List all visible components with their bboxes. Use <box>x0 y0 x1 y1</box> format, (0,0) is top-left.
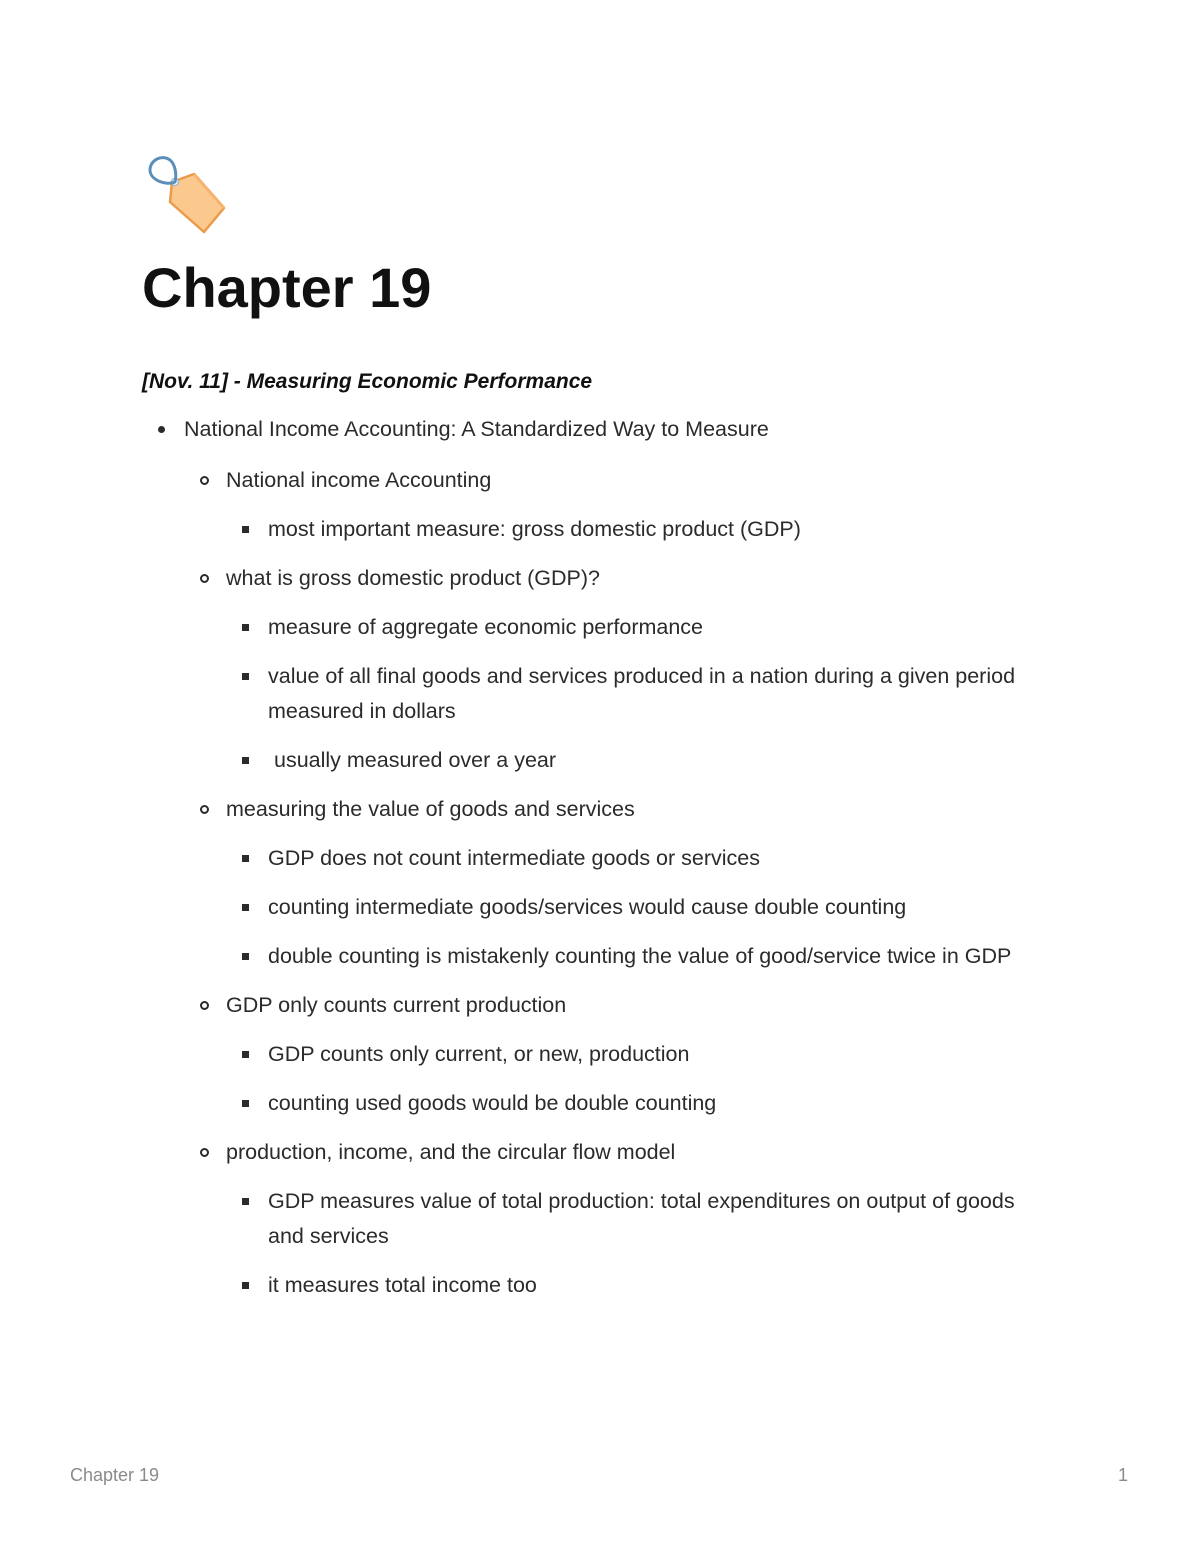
bullet-square <box>242 526 249 533</box>
bullet-square <box>242 1198 249 1205</box>
list-item: GDP counts only current, or new, production <box>142 1037 1042 1072</box>
bullet-circle <box>200 1001 209 1010</box>
bullet-square <box>242 904 249 911</box>
bullet-square <box>242 953 249 960</box>
list-item: most important measure: gross domestic product (GDP) <box>142 512 1042 547</box>
page-number: 1 <box>1117 1465 1128 1485</box>
list-item: value of all final goods and services produced in a nation during a given period measured in dollars <box>142 659 1042 729</box>
list-item: measure of aggregate economic performance <box>142 610 1042 645</box>
tag-icon <box>144 152 228 236</box>
bullet-square <box>242 855 249 862</box>
bullet-square <box>242 1282 249 1289</box>
bullet-square <box>242 757 249 764</box>
list-item: what is gross domestic product (GDP)? <box>142 561 1042 596</box>
bullet-disc <box>158 426 165 433</box>
list-item: counting intermediate goods/services would cause double counting <box>142 890 1042 925</box>
list-item: National income Accounting <box>142 463 1042 498</box>
section-heading: [Nov. 11] - Measuring Economic Performance <box>142 370 593 393</box>
bullet-square <box>242 624 249 631</box>
bullet-circle <box>200 476 209 485</box>
list-item: double counting is mistakenly counting the value of good/service twice in GDP <box>142 939 1042 974</box>
list-item: GDP only counts current production <box>142 988 1042 1023</box>
page-title: Chapter 19 <box>142 256 432 319</box>
bullet-circle <box>200 574 209 583</box>
bullet-square <box>242 673 249 680</box>
list-item: National Income Accounting: A Standardized Way to Measure <box>142 412 1042 447</box>
bullet-square <box>242 1100 249 1107</box>
list-item: GDP measures value of total production: total expenditures on output of goods and services <box>142 1184 1042 1254</box>
outline-list <box>142 412 1042 1317</box>
list-item: it measures total income too <box>142 1268 1042 1303</box>
bullet-square <box>242 1051 249 1058</box>
bullet-circle <box>200 805 209 814</box>
list-item: usually measured over a year <box>142 743 1042 778</box>
list-item: counting used goods would be double counting <box>142 1086 1042 1121</box>
list-item: production, income, and the circular flow model <box>142 1135 1042 1170</box>
bullet-circle <box>200 1148 209 1157</box>
footer-title: Chapter 19 <box>70 1465 160 1485</box>
list-item: GDP does not count intermediate goods or services <box>142 841 1042 876</box>
list-item: measuring the value of goods and services <box>142 792 1042 827</box>
